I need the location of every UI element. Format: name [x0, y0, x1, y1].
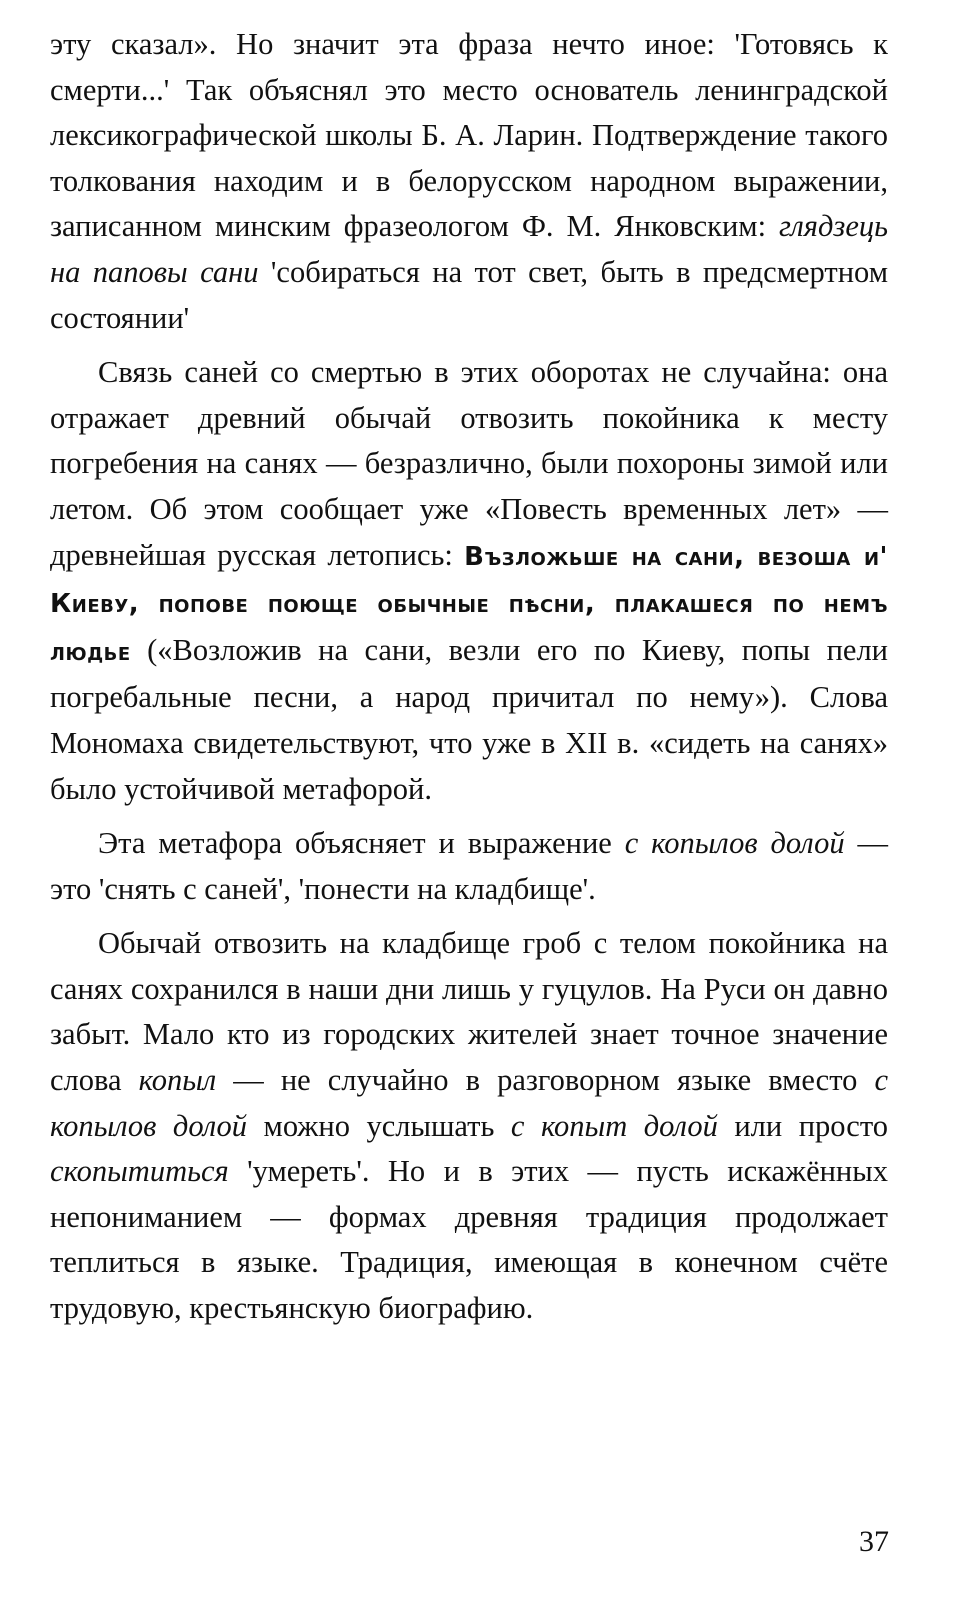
paragraph-1-italic-phrase: глядзець на паповы сани: [50, 209, 888, 289]
paragraph-4-text-a: Обычай отвозить на кладбище гроб с телом покойника на санях сохранился в наши дни лишь у гуцулов. На Руси он давно забыт. Мало кто из городских жителей знает точное значение слова: [50, 926, 888, 1098]
page-body: [50, 22, 888, 1341]
paragraph-1: [50, 22, 888, 341]
page-number: 37: [859, 1525, 889, 1558]
paragraph-3-text-end: — это 'снять с саней', 'понести на кладбище'.: [50, 826, 888, 906]
paragraph-4-text-c: можно услышать: [247, 1108, 511, 1143]
paragraph-2: [50, 350, 888, 812]
paragraph-1-text: эту сказал». Но значит эта фраза нечто иное: 'Готовясь к смерти...' Так объяснял это место основатель ленинградской лексикографической школы Б. А. Ларин. Подтверждение такого толкования находим и в белорусском народном выражении, записанном минским фразеологом Ф. М. Янковским:: [50, 27, 888, 244]
paragraph-1-text-end: 'собираться на тот свет, быть в предсмертном состоянии': [50, 254, 888, 335]
paragraph-4-text-b: — не случайно в разговорном языке вместо: [216, 1063, 875, 1098]
paragraph-4: [50, 921, 888, 1331]
paragraph-3-italic-phrase: с копылов долой: [624, 826, 845, 861]
paragraph-4-italic-phrase-1: с копылов долой: [50, 1063, 889, 1143]
paragraph-4-text-e: 'умереть'. Но и в этих — пусть искажённых непониманием — формах древняя традиция продолжает теплиться в языке. Традиция, имеющая в конечном счёте трудовую, крестьянскую биографию.: [50, 1154, 888, 1326]
paragraph-4-italic-word-2: скопытиться: [50, 1154, 229, 1189]
paragraph-3-text: Эта метафора объясняет и выражение: [98, 826, 625, 861]
paragraph-4-text-d: или просто: [717, 1108, 888, 1143]
paragraph-2-text-end: («Возложив на сани, везли его по Киеву, попы пели погребальные песни, а народ причитал по нему»). Слова Мономаха свидетельствуют, что уже в XII в. «сидеть на санях» было устойчивой метафорой.: [50, 632, 888, 806]
paragraph-2-text: Связь саней со смертью в этих оборотах не случайна: она отражает древний обычай отвозить покойника к месту погребения на санях — безразлично, были похороны зимой или летом. Об этом сообщает уже «Повесть временных лет» — древнейшая русская летопись:: [50, 355, 888, 572]
paragraph-3: [50, 821, 888, 912]
church-slavonic-quote: Възложьше на сани, везоша и' Киеву, попове поюще обычные пѣсни, плакашеся по немъ людье: [50, 541, 888, 667]
paragraph-4-italic-word: копыл: [138, 1063, 217, 1098]
paragraph-4-italic-phrase-2: с копыт долой: [510, 1108, 718, 1143]
